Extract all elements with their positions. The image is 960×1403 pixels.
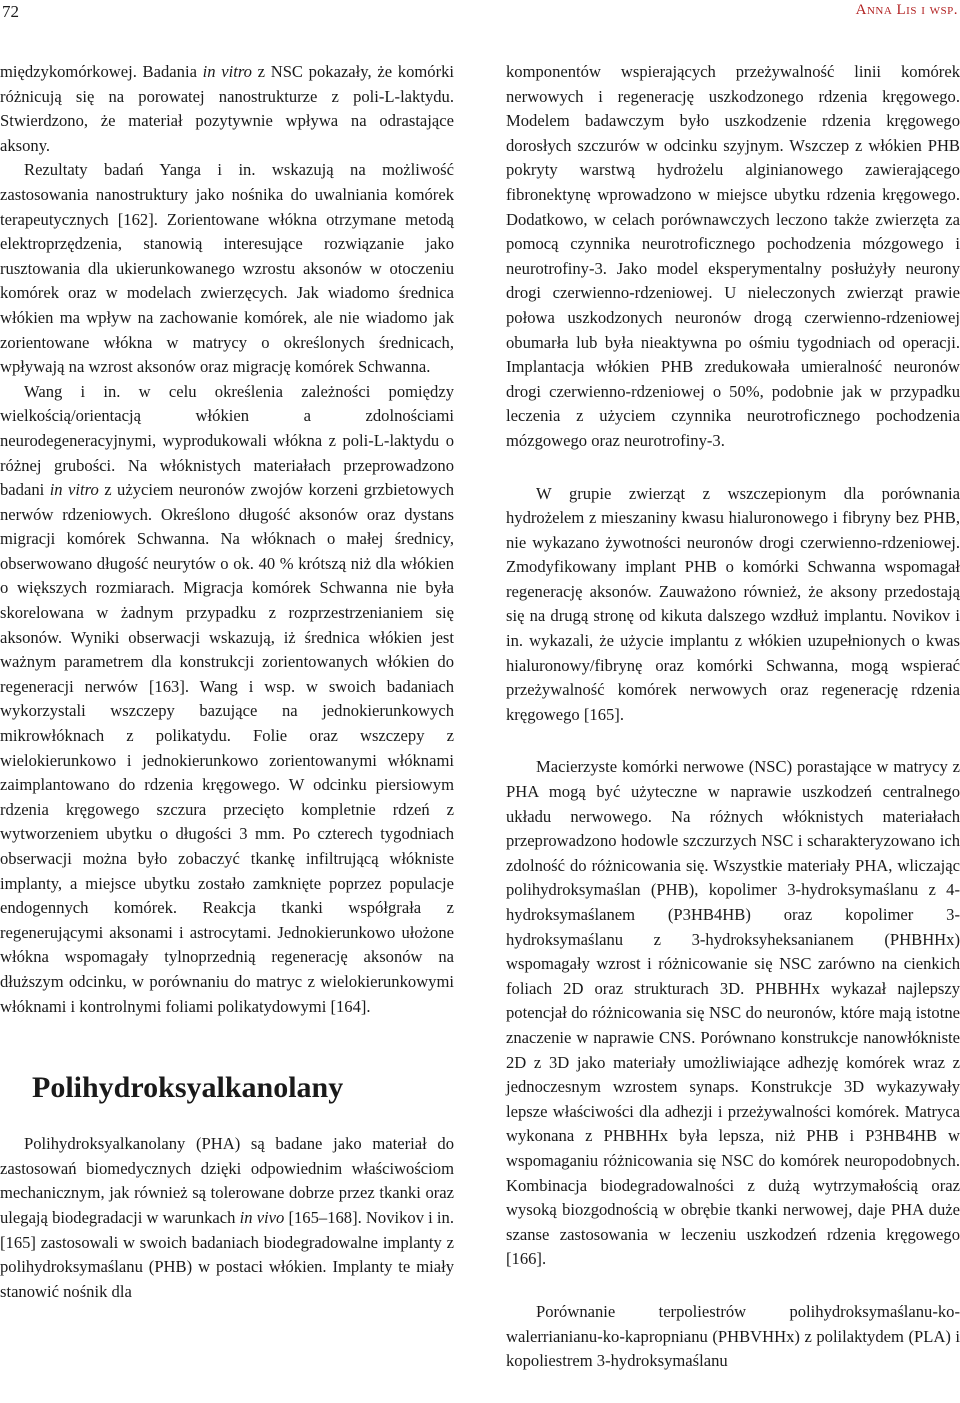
running-head <box>856 2 958 19</box>
paragraph: Wang i in. w celu określenia zależności pomiędzy wielkością/orientacją włókien a zdolnościami neurodegeneracyjnymi, wyprodukowali włókna z poli-L-laktydu o różnej grubości. Na włóknistych materiałach przeprowadzono badani in vitro z użyciem neuronów zwojów korzeni grzbietowych nerwów rdzeniowych. Określono długość aksonów oraz dystans migracji komórek Schwanna. Na włóknach o małej średnicy, obserwowano długość neurytów o ok. 40 % krótszą niż dla włókien o większych rozmiarach. Migracja komórek Schwanna nie była skorelowana w żadnym przypadku z rozprzestrzenianiem się aksonów. Wyniki obserwacji wskazują, iż średnica włókien jest ważnym parametrem dla konstrukcji zorientowanych włókien do regeneracji nerwów [163]. Wang i wsp. w swoich badaniach wykorzystali wszczepy bazujące na jednokierunkowych mikrowłóknach z polikatydu. Folie oraz wszczepy z wielokierunkowo i jednokierunkowo zorientowanymi włóknami zaimplantowano do rdzenia kręgowego. W odcinku piersiowym rdzenia kręgowego szczura przecięto kompletnie rdzeń z wytworzeniem ubytku o długości 3 mm. Po czterech tygodniach obserwacji można było zobaczyć tkankę infiltrującą włókniste implanty, a miejsce ubytku zostało zamknięte poprzez populacje endogennych komórek. Reakcja tkanki współgrała z regenerującymi aksonami i astrocytami. Jednokierunkowo ułożone włókna wspomagały tylnoprzednią regenerację aksonów na dłuższym odcinku, w porównaniu do matryc z wielokierunkowymi włóknami i kontrolnymi foliami polikatydowymi [164]. <box>0 381 454 1016</box>
paragraph: Macierzyste komórki nerwowe (NSC) porastające w matrycy z PHA mogą być użyteczne w naprawie uszkodzeń centralnego układu nerwowego. Na różnych włóknistych materiałach przeprowadzono hodowle szczurzych NSC i scharakteryzowano ich zdolność do różnicowania się. Wszystkie materiały PHA, wliczając polihydroksymaślan (PHB), kopolimer 3-hydroksymaślanu z 4-hydroksymaślanem (P3HB4HB) oraz kopolimer 3-hydroksymaślanu z 3-hydroksyheksanianem (PHBHHx) wspomagały wzrost i różnicowanie się NSC zarówno na cienkich foliach 2D oraz strukturach 3D. PHBHHx wykazał najlepszy potencjał do różnicowania się NSC do neuronów, które mają istotne znaczenie w naprawie CNS. Porównano konstrukcje nanowłókniste 2D z 3D jako materiały umożliwiające adhezję komórek wraz z jednoczesnym wzrostem synaps. Konstrukcje 3D wykazywały lepsze właściwości dla adhezji i przeżywalności komórek. Matryca wykonana z PHBHHx była lepsza, niż PHB i P3HB4HB w wspomaganiu różnicowania się NSC do komórek neuropodobnych. Kombinacja biodegradowalności z dużą wytrzymałością oraz wysoką biozgodnością w obrębie tkanki nerwowej, daje PHA duże szanse zastosowania w leczeniu uszkodzeń rdzenia kręgowego [166]. <box>506 757 960 1269</box>
paragraph-gap <box>506 1272 960 1300</box>
paragraph: Polihydroksyalkanolany (PHA) są badane jako materiał do zastosowań biomedycznych dzięki odpowiednim właściwościom mechanicznym, jak również są tolerowane dobrze przez tkanki oraz ulegają biodegradacji w warunkach in vivo [165–168]. Novikov i in. [165] zastosowali w swoich badaniach biodegradowalne implanty z polihydroksymaślanu (PHB) w postaci włókien. Implanty te miały stanowić nośnik dla <box>0 1134 454 1301</box>
page-header <box>0 0 960 30</box>
paragraph: międzykomórkowej. Badania in vitro z NSC pokazały, że komórki różnicują się na porowatej nanostrukturze z poli-L-laktydu. Stwierdzono, że materiał pozytywnie wpływa na odrastające aksony. <box>0 62 454 155</box>
right-column <box>506 60 960 1374</box>
section-heading: Polihydroksyalkanolany <box>32 1071 344 1105</box>
paragraph-gap <box>506 727 960 755</box>
paragraph-gap <box>506 454 960 482</box>
paragraph: W grupie zwierząt z wszczepionym dla porównania hydrożelem z mieszaniny kwasu hialuronowego i fibryny bez PHB, nie wykazano żywotności neuronów drogi czerwienno-rdzeniowej. Zmodyfikowany implant PHB o komórki Schwanna wspomagał regenerację aksonów. Zauważono również, że aksony przedostają się na drugą stronę od kikuta dalszego wzdłuż implantu. Novikov i in. wykazali, że użycie implantu z włókien uzupełnionych o kwas hialuronowy/fibrynę oraz komórki Schwanna, mogą wspierać przeżywalność komórek nerwowych oraz regenerację rdzenia kręgowego [165]. <box>506 483 960 724</box>
paragraph: Porównanie terpoliestrów polihydroksymaślanu-ko-walerrianianu-ko-kapropnianu (PHBVHHx) z polilaktydem (PLA) i kopoliestrem 3-hydroksymaślanu <box>506 1301 960 1371</box>
left-column <box>0 60 454 1304</box>
running-head-text: Anna Lis i wsp. <box>855 2 958 18</box>
paragraph: komponentów wspierających przeżywalność linii komórek nerwowych i regenerację uszkodzonego rdzenia kręgowego. Modelem badawczym było uszkodzenie rdzenia kręgowego dorosłych szczurów w odcinku szyjnym. Wszczep z włókien PHB pokryty warstwą hydrożelu alginianowego zawierającego fibronektynę wprowadzono w miejsce ubytku rdzenia kręgowego. Dodatkowo, w celach porównawczych leczono także zwierzęta za pomocą czynnika neurotroficznego pochodzenia mózgowego i neurotrofiny-3. Jako model eksperymentalny posłużyły neurony drogi czerwienno-rdzeniowej. U nieleczonych zwierząt prawie połowa uszkodzonych neuronów drogą czerwienno-rdzeniowej obumarła lub była nieaktywna po ośmiu tygodniach od operacji. Implantacja włókien PHB zredukowała umieralność neuronów drogi czerwienno-rdzeniowej o 50%, podobnie jak w przypadku leczenia z użyciem czynnika neurotroficznego pochodzenia mózgowego oraz neurotrofiny-3. <box>506 62 960 450</box>
paragraph: Rezultaty badań Yanga i in. wskazują na możliwość zastosowania nanostruktury jako nośnika do uwalniania komórek terapeutycznych [162]. Zorientowane włókna otrzymane metodą elektroprzędzenia, stanowią interesujące rozwiązanie jako rusztowania dla ukierunkowanego wzrostu aksonów w otoczeniu komórek oraz w modelach zwierzęcych. Jak wiadomo średnica włókien ma wpływ na zachowanie komórek, ale nie wiadomo jak zorientowane włókna w matrycy o określonych średnicach, wpływają na wzrost aksonów oraz migrację komórek Schwanna. <box>0 160 454 377</box>
page-number: 72 <box>2 2 19 21</box>
